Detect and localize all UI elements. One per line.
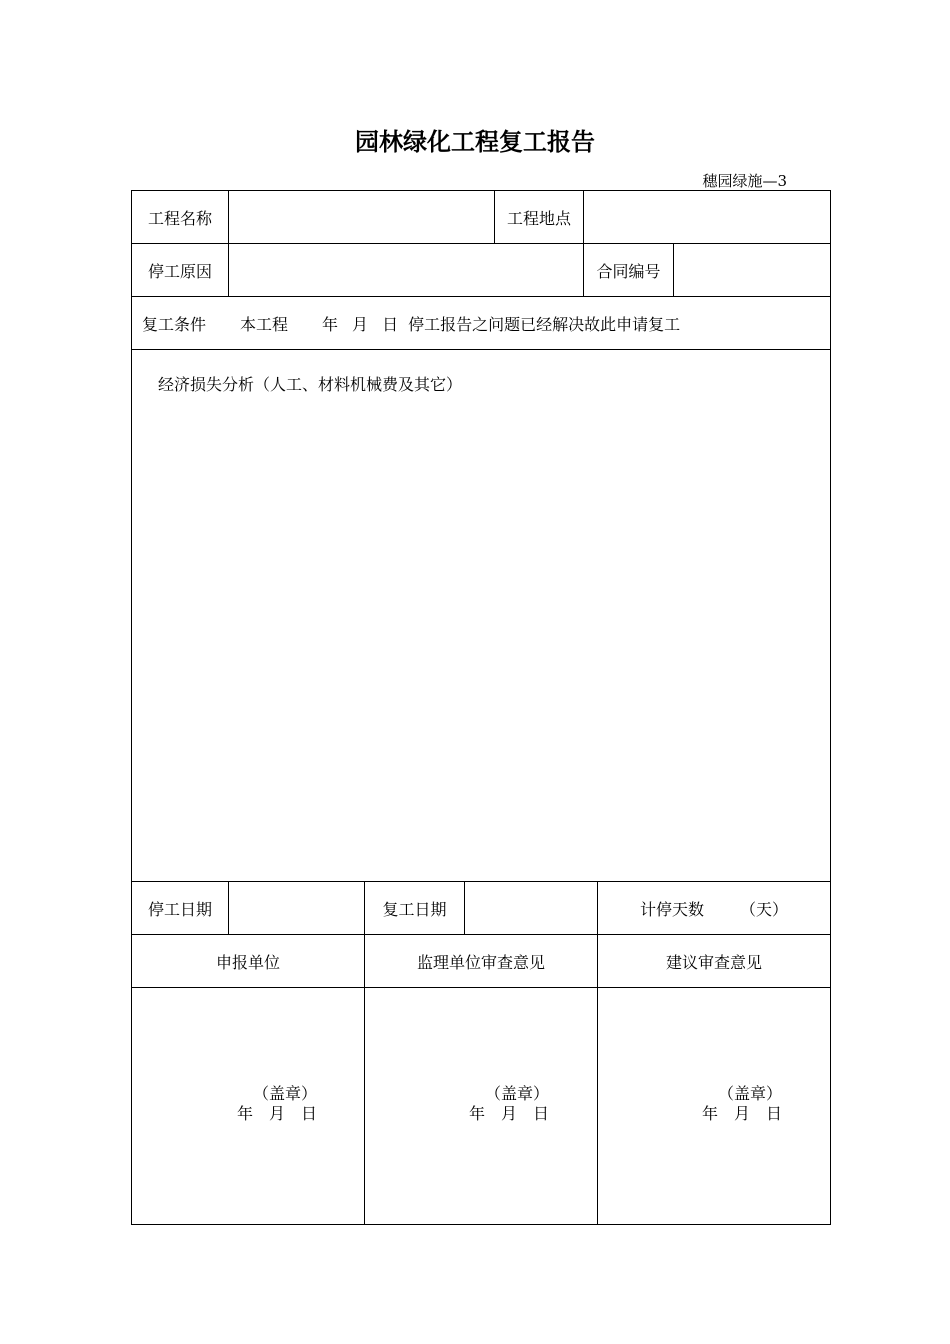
applicant-month: 月: [268, 1104, 285, 1123]
stop-reason-field[interactable]: [228, 243, 584, 297]
suggestion-day: 日: [765, 1104, 782, 1123]
supervisor-seal-block: [469, 1084, 549, 1124]
applicant-seal-label: （盖章）: [252, 1084, 317, 1103]
resume-condition-row: [131, 296, 831, 350]
stop-days-unit: （天）: [740, 899, 789, 919]
supervisor-month: 月: [500, 1104, 517, 1123]
applicant-day: 日: [300, 1104, 317, 1123]
resume-condition-month: 月: [352, 314, 369, 334]
stop-date-field[interactable]: [228, 881, 365, 935]
resume-condition-day: 日: [382, 314, 399, 334]
project-site-label: 工程地点: [494, 190, 584, 244]
page-title: 园林绿化工程复工报告: [355, 128, 595, 156]
resume-date-label: 复工日期: [364, 881, 465, 935]
resume-date-field[interactable]: [464, 881, 598, 935]
supervisor-day: 日: [532, 1104, 549, 1123]
form-code: 穗园绿施—3: [702, 172, 787, 190]
contract-no-label: 合同编号: [583, 243, 674, 297]
suggestion-signature-area[interactable]: [597, 987, 831, 1225]
supervisor-opinion-header: 监理单位审查意见: [364, 934, 598, 988]
suggestion-seal-label: （盖章）: [717, 1084, 782, 1103]
resume-condition-part1: 本工程: [240, 314, 289, 334]
applicant-unit-header: 申报单位: [131, 934, 365, 988]
resume-condition-label: 复工条件: [142, 314, 207, 334]
applicant-seal-block: [237, 1084, 317, 1124]
stop-days-cell[interactable]: [597, 881, 831, 935]
supervisor-seal-label: （盖章）: [484, 1084, 549, 1103]
suggestion-seal-block: [702, 1084, 782, 1124]
economic-loss-analysis-area[interactable]: [131, 349, 831, 882]
contract-no-field[interactable]: [673, 243, 831, 297]
stop-reason-label: 停工原因: [131, 243, 229, 297]
stop-date-label: 停工日期: [131, 881, 229, 935]
suggestion-month: 月: [733, 1104, 750, 1123]
supervisor-year: 年: [468, 1104, 485, 1123]
suggestion-year: 年: [701, 1104, 718, 1123]
resume-condition-part2: 停工报告之问题已经解决故此申请复工: [408, 314, 681, 334]
applicant-unit-signature-area[interactable]: [131, 987, 365, 1225]
supervisor-signature-area[interactable]: [364, 987, 598, 1225]
economic-loss-analysis-label: 经济损失分析（人工、材料机械费及其它）: [158, 375, 463, 394]
resume-condition-year: 年: [322, 314, 339, 334]
project-site-field[interactable]: [583, 190, 831, 244]
report-table: [131, 190, 831, 1225]
applicant-year: 年: [236, 1104, 253, 1123]
stop-days-label: 计停天数: [639, 899, 704, 919]
suggestion-opinion-header: 建议审查意见: [597, 934, 831, 988]
project-name-field[interactable]: [228, 190, 495, 244]
project-name-label: 工程名称: [131, 190, 229, 244]
